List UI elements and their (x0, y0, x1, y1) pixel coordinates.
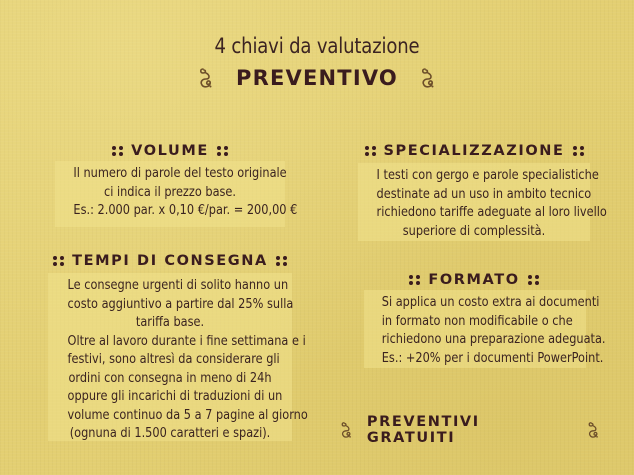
section-heading-specializzazione (340, 143, 608, 159)
panel-line: richiedono tariffe adeguate al loro livello (376, 204, 607, 220)
panel-line: Es.: 2.000 par. x 0,10 €/par. = 200,00 € (73, 202, 298, 218)
panel-line: destinate ad un uso in ambito tecnico (376, 185, 592, 202)
panel-line: in formato non modificabile o che (381, 312, 573, 329)
page-subtitle: 4 chiavi da valutazione (214, 34, 420, 58)
footer-label: PREVENTIVI GRATUITI (366, 414, 480, 446)
dots-icon (112, 146, 123, 156)
panel-line: volume continuo da 5 a 7 pagine al giorno (67, 406, 308, 423)
section-heading-formato (340, 272, 608, 288)
panel-line: ordini con consegna in meno di 24h (68, 369, 272, 386)
panel-volume (55, 161, 298, 227)
panel-specializzazione (358, 163, 607, 241)
section-title: FORMATO (428, 272, 520, 288)
panel-line: I testi con gergo e parole specialistiche (376, 167, 599, 183)
section-title: TEMPI DI CONSEGNA (72, 253, 268, 269)
panel-line: Oltre al lavoro durante i fine settimana e i (67, 332, 306, 349)
panel-line: (ognuna di 1.500 caratteri e spazi). (69, 425, 271, 441)
dots-icon (53, 256, 64, 266)
footer-row (340, 414, 600, 446)
title-row (0, 66, 634, 90)
panel-line: Il numero di parole del testo originale (73, 165, 287, 181)
dots-icon (573, 146, 584, 156)
dots-icon (217, 146, 228, 156)
section-title: SPECIALIZZAZIONE (383, 143, 565, 159)
panel-line: ci indica il prezzo base. (103, 183, 237, 200)
flourish-icon-right (420, 67, 436, 89)
panel-line: Le consegne urgenti di solito hanno un (67, 277, 289, 293)
panel-line: richiedono una preparazione adeguata. (381, 331, 606, 347)
flourish-icon-left (340, 421, 353, 439)
section-title: VOLUME (131, 143, 209, 159)
panel-line: Si applica un costo extra ai documenti (381, 294, 600, 310)
panel-line: Es.: +20% per i documenti PowerPoint. (381, 349, 604, 366)
panel-line: oppure gli incarichi di traduzioni di un (67, 388, 283, 404)
panel-formato (364, 290, 606, 368)
panel-line: costo aggiuntivo a partire dal 25% sulla (67, 295, 294, 312)
panel-line: festivi, sono altresì da considerare gli (67, 351, 280, 367)
dots-icon (365, 146, 376, 156)
dots-icon (528, 275, 539, 285)
dots-icon (276, 256, 287, 266)
flourish-icon-right (587, 421, 600, 439)
section-heading-tempi-di-consegna (40, 253, 300, 269)
flourish-icon-left (198, 67, 214, 89)
panel-line: tariffa base. (135, 314, 205, 330)
panel-line: superiore di complessità. (402, 222, 546, 239)
dots-icon (409, 275, 420, 285)
section-heading-volume (40, 143, 300, 159)
panel-tempi-di-consegna (48, 273, 308, 441)
page-title: PREVENTIVO (236, 66, 398, 90)
